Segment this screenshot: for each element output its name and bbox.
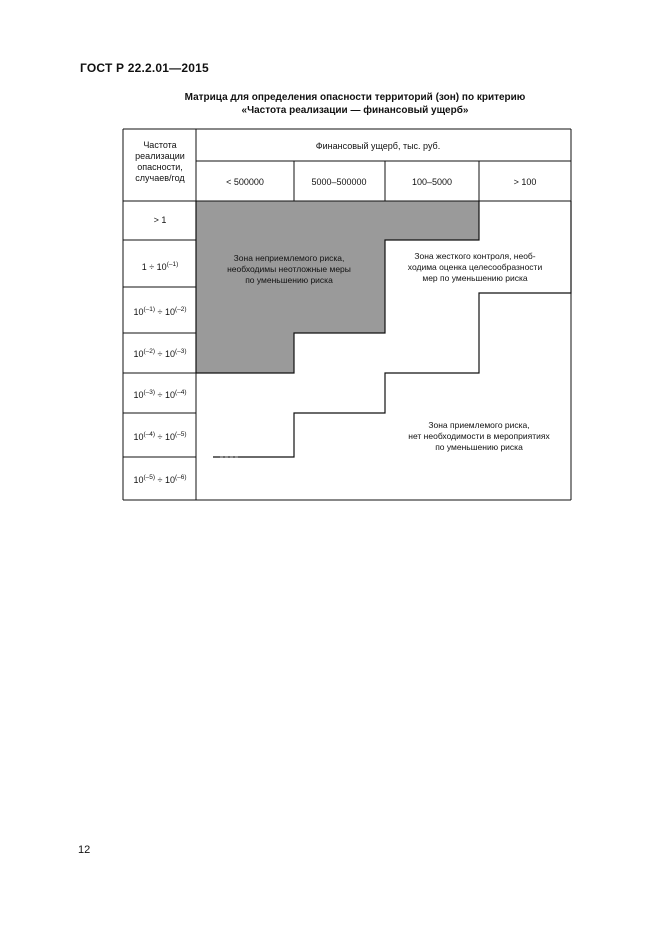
row-label: $10^{(-3)} \div 10^{(-4)}$ — [133, 389, 187, 400]
row-label: $10^{(-1)} \div 10^{(-2)}$ — [133, 306, 187, 317]
zone-label-line: мер по уменьшению риска — [422, 273, 528, 283]
zone-label-line: необходимы неотложные меры — [227, 264, 351, 274]
row-label: $10^{(-4)} \div 10^{(-5)}$ — [133, 431, 187, 442]
zone-label-line: нет необходимости в мероприятиях — [408, 431, 550, 441]
column-header: 5000–500000 — [311, 177, 367, 187]
zone-strict-label — [408, 251, 543, 283]
column-header: 100–5000 — [411, 177, 453, 187]
row-header-line: случаев/год — [135, 173, 185, 183]
column-group-header: Финансовый ущерб, тыс. руб. — [315, 141, 441, 151]
row-label: $10^{(-5)} \div 10^{(-6)}$ — [133, 474, 187, 485]
caption-line-2: «Частота реализации — финансовый ущерб» — [241, 105, 469, 116]
column-header: > 100 — [513, 177, 537, 187]
zone-label-line: Зона приемлемого риска, — [428, 420, 530, 430]
column-header: < 500000 — [226, 177, 264, 187]
zone-unacceptable-label — [227, 253, 351, 285]
row-header-line: опасности, — [137, 162, 183, 172]
row-header-line: Частота — [143, 140, 177, 150]
zone-label-line: по уменьшению риска — [245, 275, 333, 285]
page-number: 12 — [78, 844, 91, 856]
zone-acceptable-label — [408, 420, 550, 452]
zone-unacceptable-area — [196, 201, 479, 373]
zone-label-line: Зона неприемлемого риска, — [233, 253, 345, 263]
standard-code: ГОСТ Р 22.2.01—2015 — [80, 61, 209, 75]
zone-label-line: Зона жесткого контроля, необ- — [414, 251, 536, 261]
row-header-line: реализации — [135, 151, 185, 161]
row-label: $1 \div 10^{(-1)}$ — [141, 261, 179, 272]
caption-line-1: Матрица для определения опасности территорий (зон) по критерию — [184, 92, 526, 103]
zone-label-line: по уменьшению риска — [435, 442, 523, 452]
row-label: > 1 — [153, 215, 167, 225]
zone-label-line: ходима оценка целесообразности — [407, 262, 543, 272]
row-label: $10^{(-2)} \div 10^{(-3)}$ — [133, 348, 187, 359]
